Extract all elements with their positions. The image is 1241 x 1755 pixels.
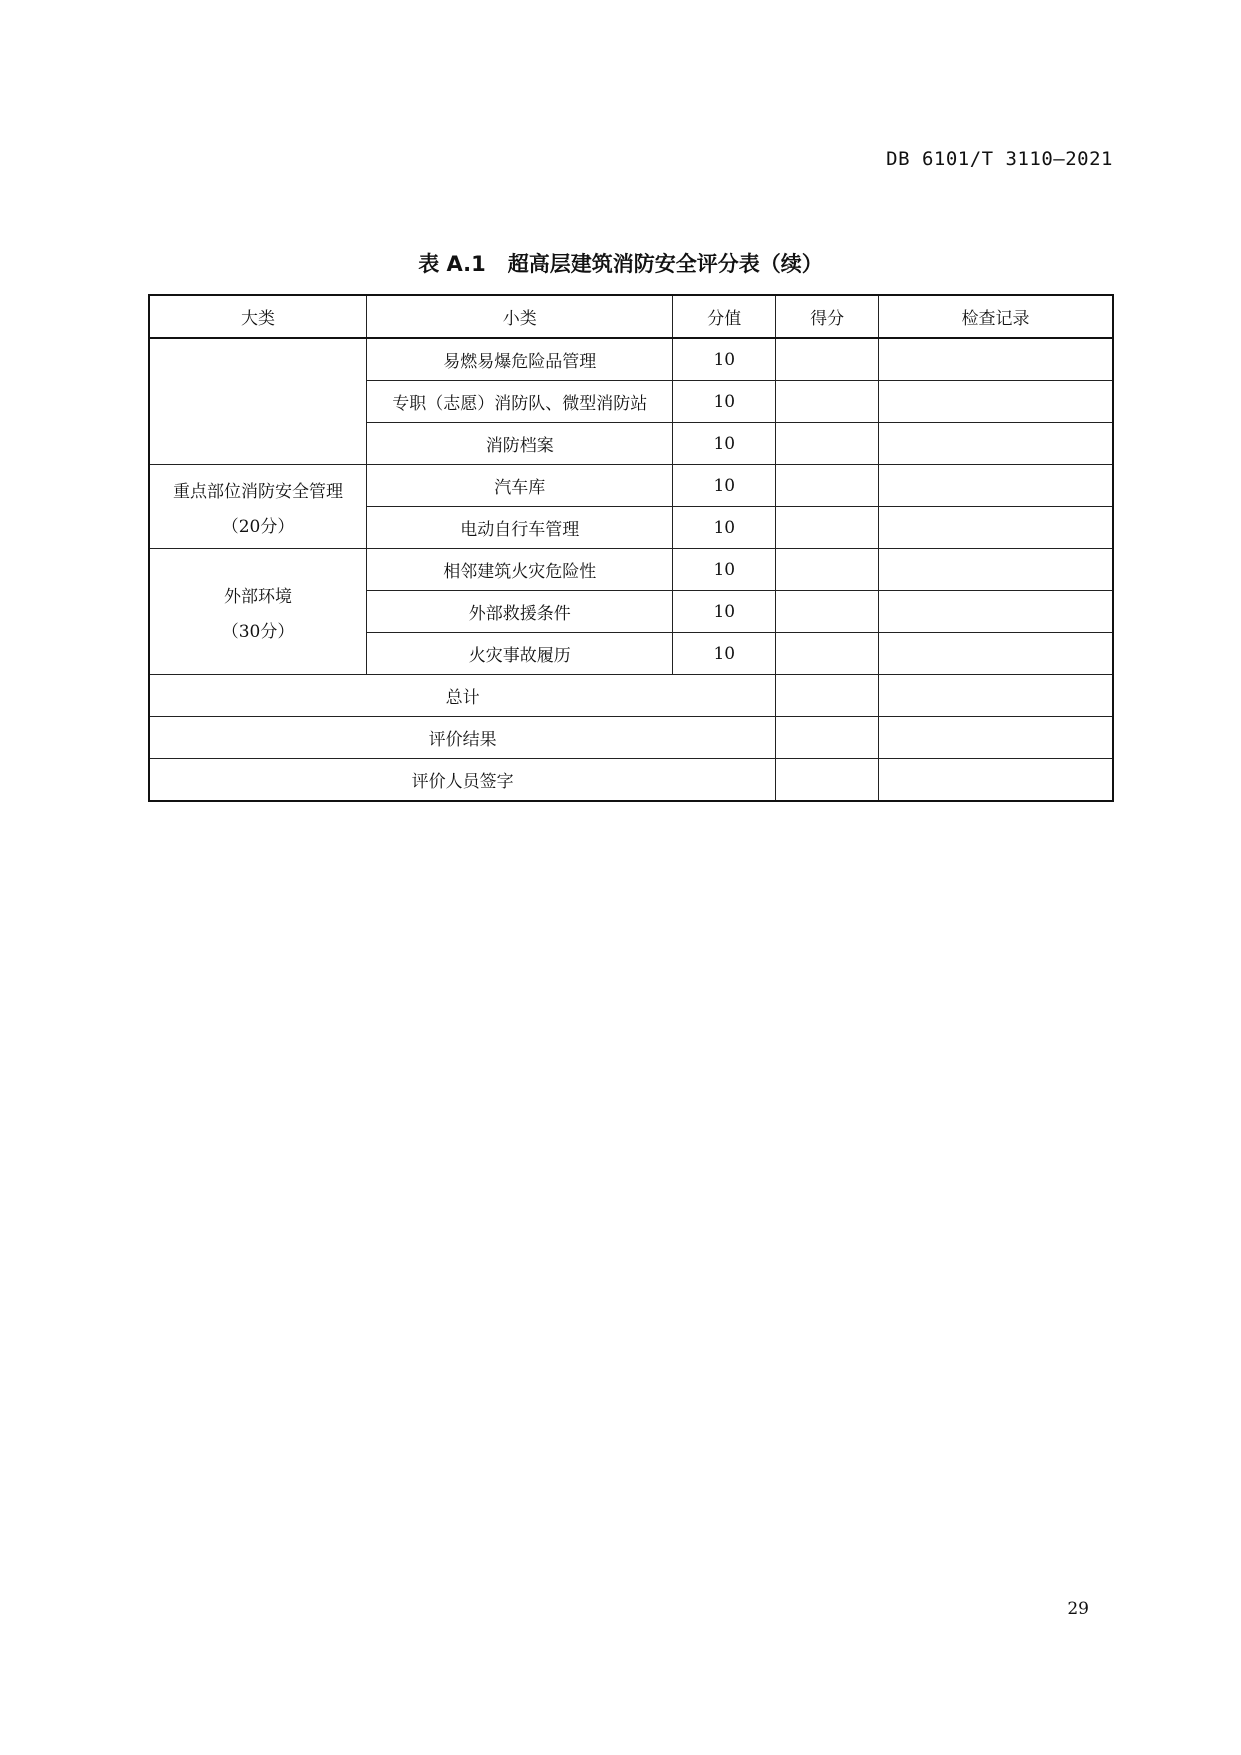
category-cell [149,465,367,549]
table-header-row [149,295,1113,338]
table-row [149,549,1113,591]
category-points: （20分） [221,516,295,537]
header-subcategory: 小类 [367,295,673,338]
item-cell: 电动自行车管理 [367,507,673,549]
header-value: 分值 [673,295,776,338]
page-number: 29 [1067,1599,1089,1619]
score-cell[interactable] [776,549,879,591]
header-score: 得分 [776,295,879,338]
item-cell: 火灾事故履历 [367,633,673,675]
category-cell [149,549,367,675]
record-cell[interactable] [878,338,1113,381]
summary-label-total: 总计 [149,675,776,717]
value-cell: 10 [673,381,776,423]
value-cell: 10 [673,507,776,549]
record-cell[interactable] [878,675,1113,717]
header-record: 检查记录 [878,295,1113,338]
record-cell[interactable] [878,591,1113,633]
table-row [149,465,1113,507]
summary-row-result [149,717,1113,759]
category-points: （30分） [221,621,295,642]
score-cell[interactable] [776,759,879,802]
item-cell: 外部救援条件 [367,591,673,633]
item-cell: 汽车库 [367,465,673,507]
score-cell[interactable] [776,423,879,465]
item-cell: 相邻建筑火灾危险性 [367,549,673,591]
record-cell[interactable] [878,381,1113,423]
value-cell: 10 [673,591,776,633]
score-cell[interactable] [776,675,879,717]
header-category: 大类 [149,295,367,338]
record-cell[interactable] [878,633,1113,675]
table-row [149,338,1113,381]
category-label: 外部环境 [224,586,293,607]
score-cell[interactable] [776,633,879,675]
record-cell[interactable] [878,465,1113,507]
score-cell[interactable] [776,591,879,633]
record-cell[interactable] [878,717,1113,759]
record-cell[interactable] [878,507,1113,549]
item-cell: 易燃易爆危险品管理 [367,338,673,381]
summary-label-signature: 评价人员签字 [149,759,776,802]
record-cell[interactable] [878,549,1113,591]
table-title [0,248,1241,278]
score-cell[interactable] [776,507,879,549]
record-cell[interactable] [878,423,1113,465]
value-cell: 10 [673,423,776,465]
summary-row-total [149,675,1113,717]
table-title-text: 超高层建筑消防安全评分表（续） [507,252,823,276]
score-cell[interactable] [776,338,879,381]
score-cell[interactable] [776,465,879,507]
item-cell: 消防档案 [367,423,673,465]
category-cell [149,338,367,465]
category-label: 重点部位消防安全管理 [173,481,344,502]
value-cell: 10 [673,549,776,591]
record-cell[interactable] [878,759,1113,802]
document-code: DB 6101/T 3110—2021 [886,148,1113,170]
item-cell: 专职（志愿）消防队、微型消防站 [367,381,673,423]
value-cell: 10 [673,633,776,675]
score-cell[interactable] [776,717,879,759]
summary-row-signature [149,759,1113,802]
summary-label-result: 评价结果 [149,717,776,759]
table-number: 表 A.1 [418,252,486,276]
score-table [148,294,1114,802]
value-cell: 10 [673,465,776,507]
value-cell: 10 [673,338,776,381]
score-cell[interactable] [776,381,879,423]
